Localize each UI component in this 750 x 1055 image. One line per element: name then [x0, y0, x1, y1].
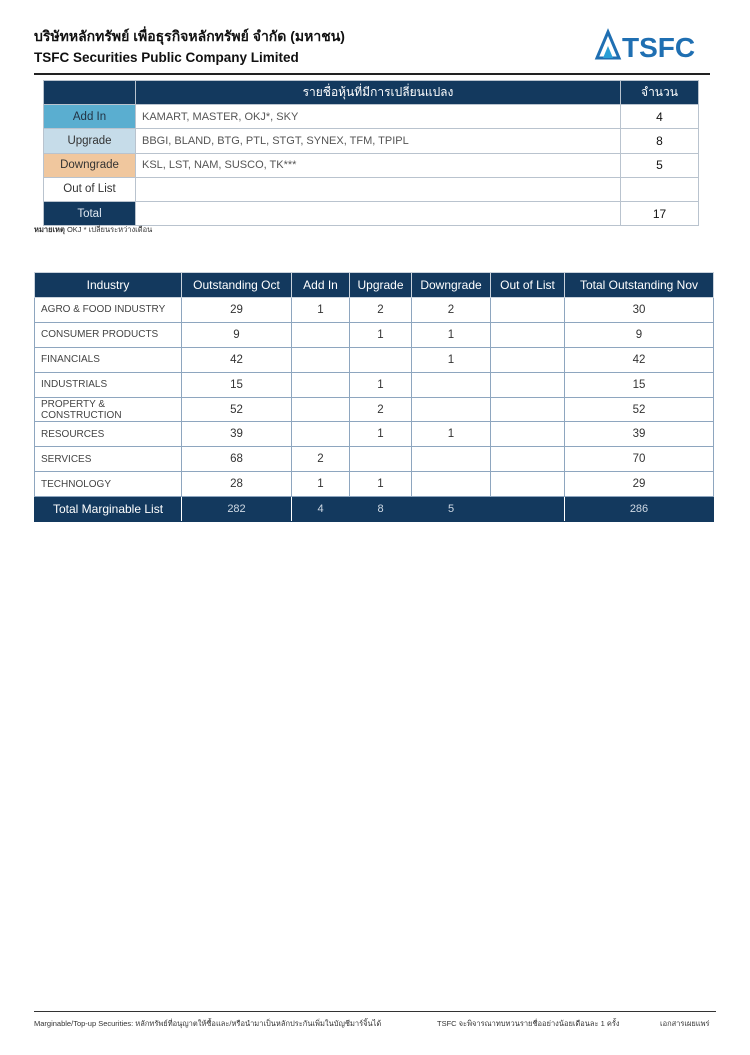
changes-count-outlist: [621, 177, 699, 201]
total-nov: 42: [565, 347, 714, 372]
outstanding-oct: 52: [182, 397, 292, 422]
total-upgrade: 8: [350, 497, 412, 522]
industry-name: RESOURCES: [35, 422, 182, 447]
out-of-list: [491, 322, 565, 347]
industry-name: PROPERTY & CONSTRUCTION: [35, 397, 182, 422]
industry-name: CONSUMER PRODUCTS: [35, 322, 182, 347]
changes-header-names: รายชื่อหุ้นที่มีการเปลี่ยนแปลง: [136, 81, 621, 105]
changes-names-addin: KAMART, MASTER, OKJ*, SKY: [136, 105, 621, 129]
upgrade: 1: [350, 422, 412, 447]
total-nov: 39: [565, 422, 714, 447]
add-in: 1: [292, 298, 350, 323]
footer-definition: Marginable/Top-up Securities: หลักทรัพย์ที่อนุญาตให้ซื้อและ/หรือนำมาเป็นหลักประกันเพิ่มในบัญชีมาร์จิ้นได้: [34, 1019, 382, 1028]
total-row: [35, 497, 714, 522]
downgrade: [412, 447, 491, 472]
changes-row-total: [44, 201, 699, 225]
industry-header-row: [35, 273, 714, 298]
changes-names-downgrade: KSL, LST, NAM, SUSCO, TK***: [136, 153, 621, 177]
out-of-list: [491, 422, 565, 447]
out-of-list: [491, 447, 565, 472]
total-nov: 9: [565, 322, 714, 347]
col-header-add-in: Add In: [292, 273, 350, 298]
industry-name: TECHNOLOGY: [35, 472, 182, 497]
downgrade: 2: [412, 298, 491, 323]
total-outstanding-oct: 282: [182, 497, 292, 522]
add-in: [292, 422, 350, 447]
table-row: [35, 322, 714, 347]
outstanding-oct: 68: [182, 447, 292, 472]
add-in: [292, 347, 350, 372]
total-nov: 30: [565, 298, 714, 323]
changes-label-downgrade: Downgrade: [44, 153, 136, 177]
out-of-list: [491, 397, 565, 422]
changes-label-upgrade: Upgrade: [44, 129, 136, 153]
industry-name: AGRO & FOOD INDUSTRY: [35, 298, 182, 323]
footer-divider: [34, 1011, 716, 1012]
footnote: [34, 224, 152, 236]
footer-review-note: TSFC จะพิจารณาทบทวนรายชื่ออย่างน้อยเดือนละ 1 ครั้ง: [437, 1019, 620, 1028]
add-in: 2: [292, 447, 350, 472]
downgrade: 1: [412, 322, 491, 347]
changes-label-total: Total: [44, 201, 136, 225]
company-name-thai: บริษัทหลักทรัพย์ เพื่อธุรกิจหลักทรัพย์ จำกัด (มหาชน): [34, 28, 345, 44]
changes-count-addin: 4: [621, 105, 699, 129]
logo-text: TSFC: [622, 32, 696, 63]
industry-name: INDUSTRIALS: [35, 372, 182, 397]
footnote-text: OKJ * เปลี่ยนระหว่างเดือน: [66, 225, 153, 234]
header-divider: [34, 73, 710, 75]
table-row: [35, 372, 714, 397]
upgrade: [350, 447, 412, 472]
upgrade: 2: [350, 397, 412, 422]
outstanding-oct: 9: [182, 322, 292, 347]
tsfc-logo: [594, 28, 710, 64]
out-of-list: [491, 472, 565, 497]
outstanding-oct: 28: [182, 472, 292, 497]
industry-name: SERVICES: [35, 447, 182, 472]
upgrade: 1: [350, 372, 412, 397]
upgrade: [350, 347, 412, 372]
industry-table: [34, 272, 714, 522]
footer-public-doc: เอกสารเผยแพร่: [660, 1019, 710, 1028]
downgrade: [412, 397, 491, 422]
total-nov: 15: [565, 372, 714, 397]
changes-table: [43, 80, 699, 226]
upgrade: 2: [350, 298, 412, 323]
table-row: [35, 298, 714, 323]
changes-count-upgrade: 8: [621, 129, 699, 153]
col-header-out-of-list: Out of List: [491, 273, 565, 298]
outstanding-oct: 42: [182, 347, 292, 372]
col-header-outstanding-oct: Outstanding Oct: [182, 273, 292, 298]
table-row: [35, 447, 714, 472]
downgrade: [412, 472, 491, 497]
industry-name: FINANCIALS: [35, 347, 182, 372]
total-nov: 29: [565, 472, 714, 497]
changes-names-upgrade: BBGI, BLAND, BTG, PTL, STGT, SYNEX, TFM, TPIPL: [136, 129, 621, 153]
changes-label-outlist: Out of List: [44, 177, 136, 201]
upgrade: 1: [350, 472, 412, 497]
upgrade: 1: [350, 322, 412, 347]
add-in: [292, 322, 350, 347]
col-header-total-nov: Total Outstanding Nov: [565, 273, 714, 298]
changes-count-downgrade: 5: [621, 153, 699, 177]
changes-header-row: [44, 81, 699, 105]
changes-header-blank: [44, 81, 136, 105]
downgrade: [412, 372, 491, 397]
add-in: 1: [292, 472, 350, 497]
changes-header-count: จำนวน: [621, 81, 699, 105]
col-header-upgrade: Upgrade: [350, 273, 412, 298]
changes-count-total: 17: [621, 201, 699, 225]
total-nov: 286: [565, 497, 714, 522]
changes-names-total: [136, 201, 621, 225]
outstanding-oct: 15: [182, 372, 292, 397]
downgrade: 1: [412, 422, 491, 447]
outstanding-oct: 29: [182, 298, 292, 323]
downgrade: 1: [412, 347, 491, 372]
changes-row-outlist: [44, 177, 699, 201]
out-of-list: [491, 372, 565, 397]
col-header-downgrade: Downgrade: [412, 273, 491, 298]
table-row: [35, 422, 714, 447]
company-name-english: TSFC Securities Public Company Limited: [34, 50, 299, 65]
out-of-list: [491, 298, 565, 323]
changes-row-downgrade: [44, 153, 699, 177]
changes-label-addin: Add In: [44, 105, 136, 129]
add-in: [292, 397, 350, 422]
total-downgrade: 5: [412, 497, 491, 522]
outstanding-oct: 39: [182, 422, 292, 447]
total-out-of-list: [491, 497, 565, 522]
table-row: [35, 347, 714, 372]
col-header-industry: Industry: [35, 273, 182, 298]
total-nov: 52: [565, 397, 714, 422]
table-row: [35, 397, 714, 422]
table-row: [35, 472, 714, 497]
changes-names-outlist: [136, 177, 621, 201]
total-nov: 70: [565, 447, 714, 472]
changes-row-addin: [44, 105, 699, 129]
total-label: Total Marginable List: [35, 497, 182, 522]
footnote-label: หมายเหตุ: [34, 225, 65, 234]
changes-row-upgrade: [44, 129, 699, 153]
out-of-list: [491, 347, 565, 372]
total-add-in: 4: [292, 497, 350, 522]
add-in: [292, 372, 350, 397]
